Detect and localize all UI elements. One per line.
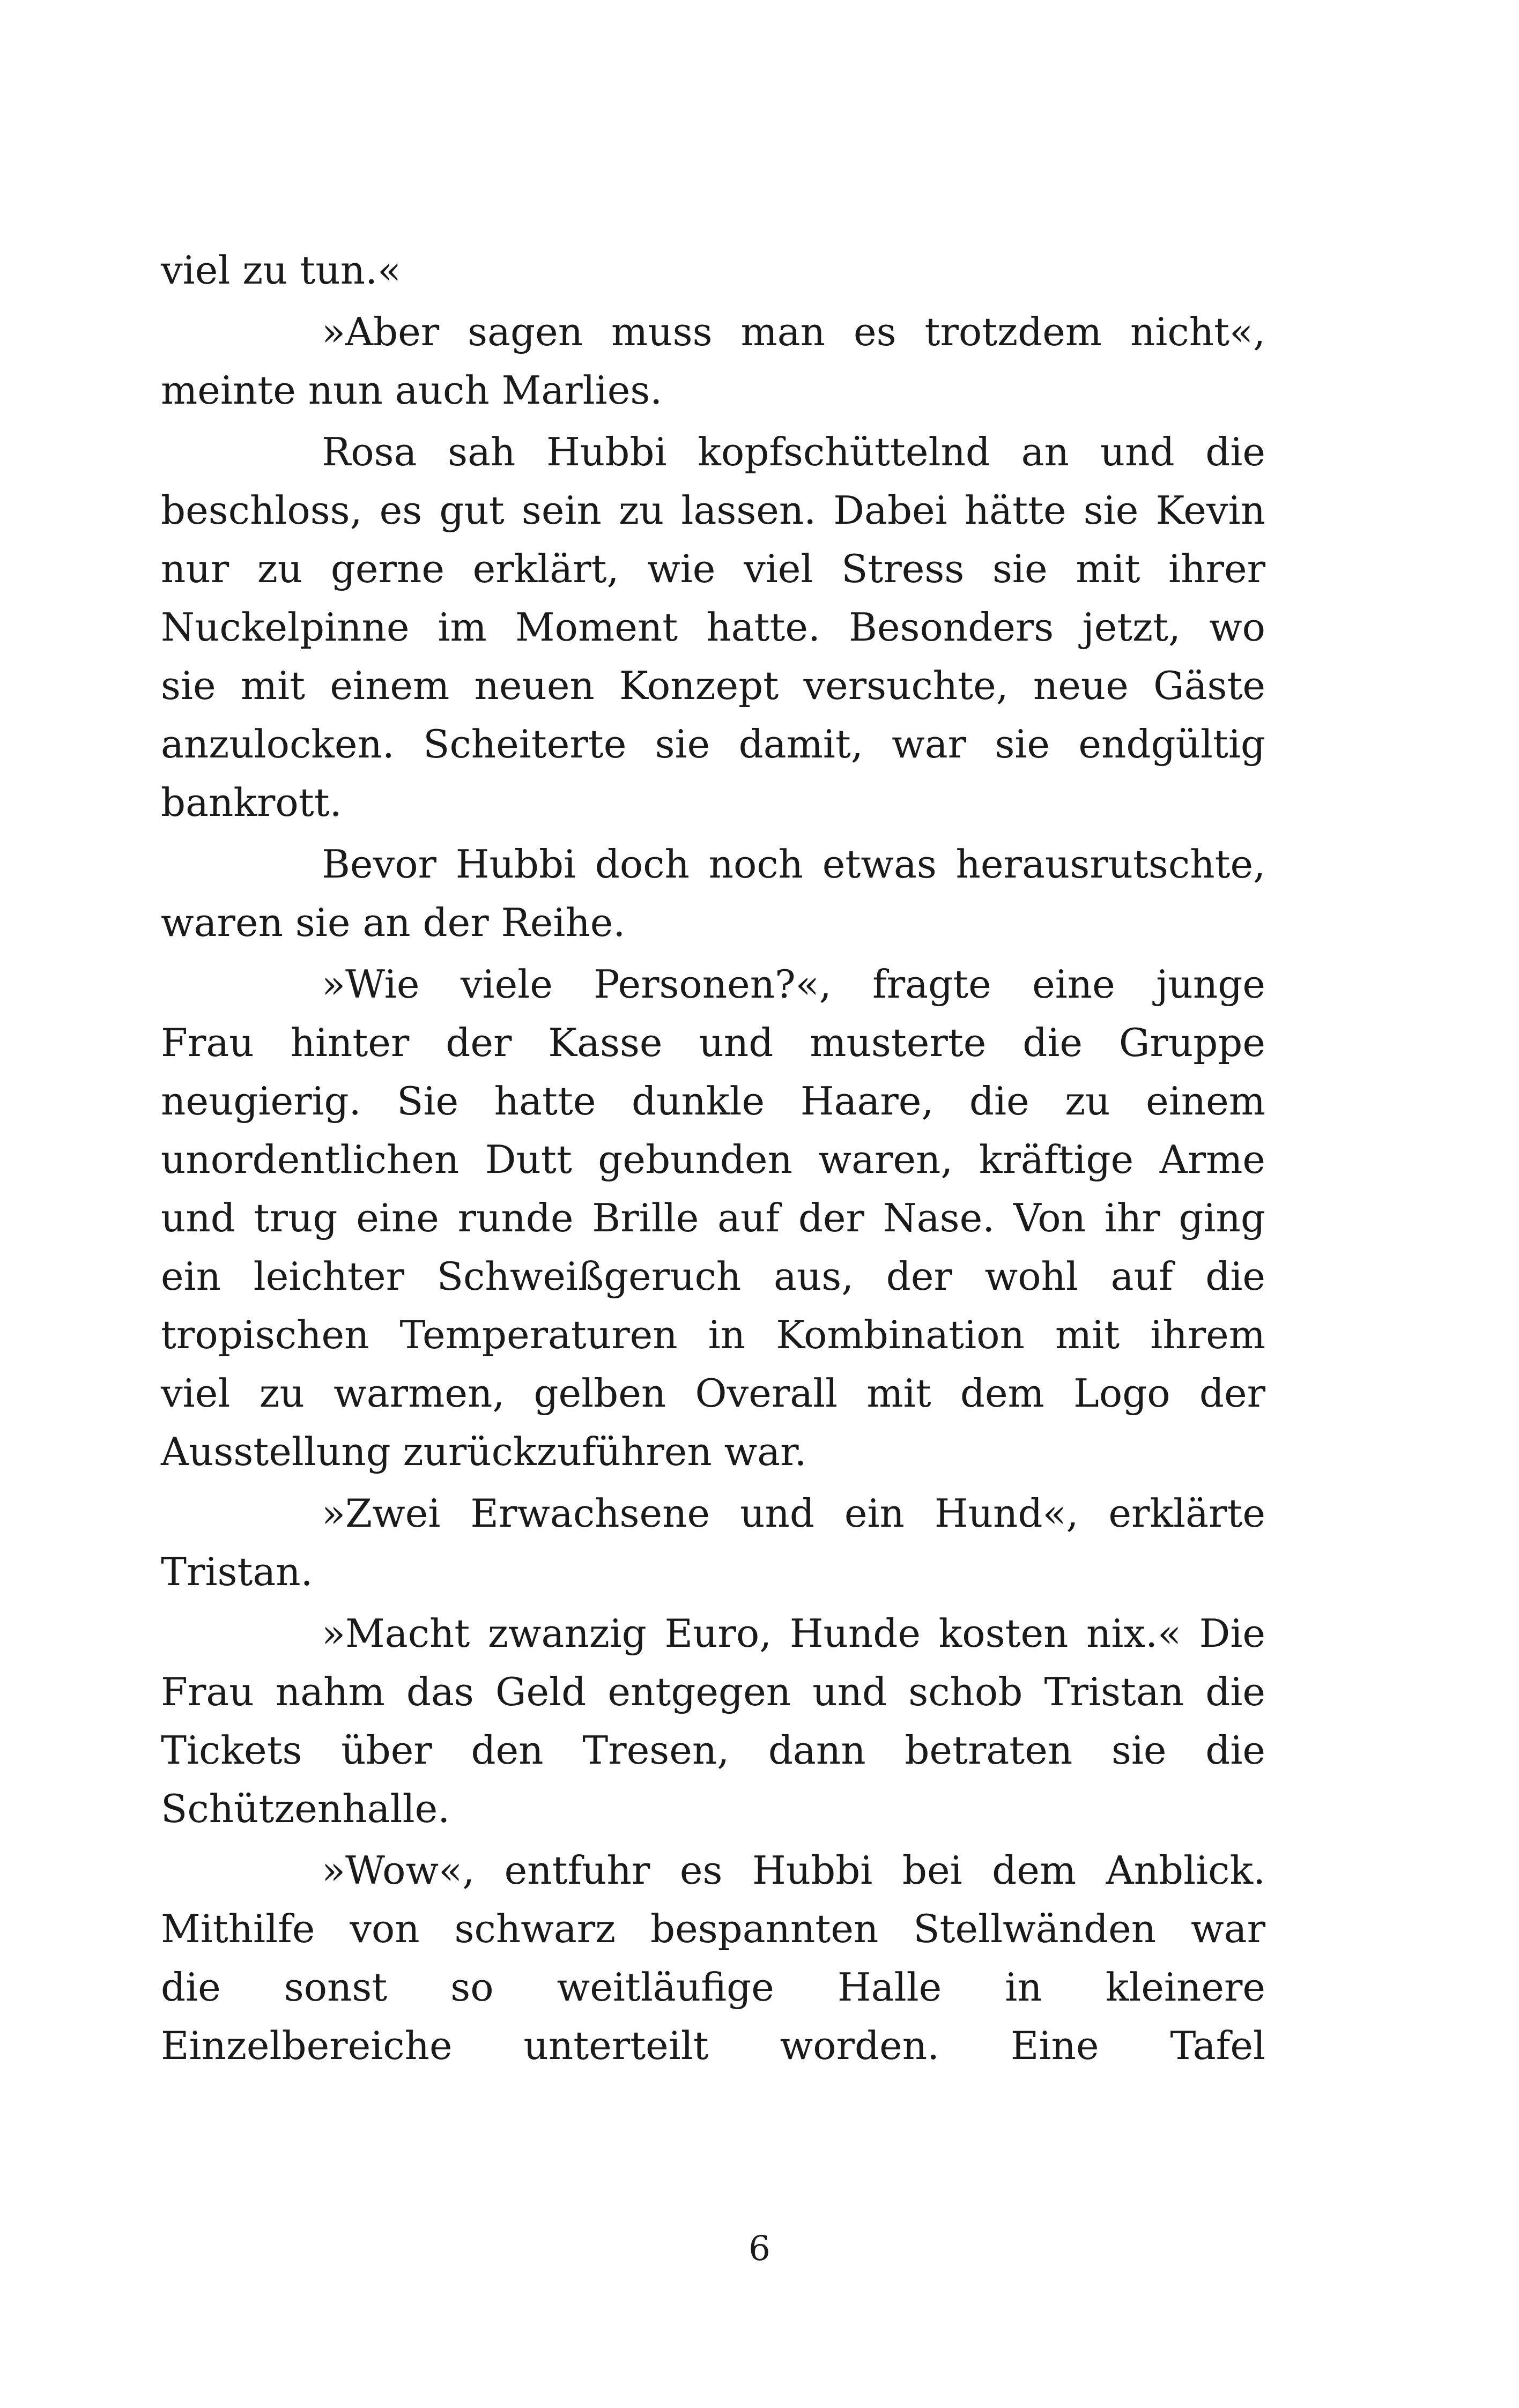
text-line: »Macht zwanzig Euro, Hunde kosten nix.« Die [322,1611,1265,1656]
paragraph [161,303,1265,420]
text-line: meinte nun auch Marlies. [161,368,663,413]
text-line: »Wie viele Personen?«, fragte eine junge [322,962,1265,1007]
text-line: beschloss, es gut sein zu lassen. Dabei hätte sie Kevin [161,488,1265,533]
paragraph [161,241,1265,300]
text-line: die sonst so weitläufige Halle in kleinere [161,1965,1265,2010]
paragraph [161,423,1265,832]
text-line: waren sie an der Reihe. [161,900,626,945]
text-line: Tristan. [161,1549,313,1594]
text-line: Schützenhalle. [161,1786,450,1831]
text-line: Tickets über den Tresen, dann betraten sie die [161,1728,1265,1773]
body-text [161,241,1265,2075]
paragraph [161,1604,1265,1838]
text-line: Einzelbereiche unterteilt worden. Eine Tafel [161,2023,1265,2068]
text-line: Frau hinter der Kasse und musterte die Gruppe [161,1020,1265,1065]
text-line: neugierig. Sie hatte dunkle Haare, die zu einem [161,1079,1265,1124]
text-line: Nuckelpinne im Moment hatte. Besonders jetzt, wo [161,605,1265,650]
text-line: nur zu gerne erklärt, wie viel Stress sie mit ihrer [161,546,1265,591]
text-line: und trug eine runde Brille auf der Nase. Von ihr ging [161,1195,1265,1240]
paragraph [161,835,1265,952]
text-line: tropischen Temperaturen in Kombination mit ihrem [161,1312,1265,1357]
text-line: Mithilfe von schwarz bespannten Stellwänden war [161,1906,1265,1951]
paragraph [161,1484,1265,1601]
text-line: viel zu tun.« [161,248,402,293]
text-line: anzulocken. Scheiterte sie damit, war sie endgültig [161,722,1265,767]
text-line: bankrott. [161,780,342,825]
text-line: Ausstellung zurückzuführen war. [161,1429,807,1474]
text-line: sie mit einem neuen Konzept versuchte, neue Gäste [161,663,1265,708]
text-line: viel zu warmen, gelben Overall mit dem Logo der [161,1371,1265,1416]
paragraph [161,955,1265,1481]
text-line: Rosa sah Hubbi kopfschüttelnd an und die [322,429,1265,474]
text-line: Frau nahm das Geld entgegen und schob Tristan die [161,1669,1265,1714]
text-line: ein leichter Schweißgeruch aus, der wohl auf die [161,1254,1265,1299]
text-line: »Zwei Erwachsene und ein Hund«, erklärte [322,1491,1265,1536]
paragraph [161,1841,1265,2075]
text-line: unordentlichen Dutt gebunden waren, kräftige Arme [161,1137,1265,1182]
page-number: 6 [749,2229,770,2269]
text-line: Bevor Hubbi doch noch etwas herausrutschte, [322,842,1265,887]
text-line: »Wow«, entfuhr es Hubbi bei dem Anblick. [322,1848,1265,1893]
text-line: »Aber sagen muss man es trotzdem nicht«, [322,309,1265,354]
